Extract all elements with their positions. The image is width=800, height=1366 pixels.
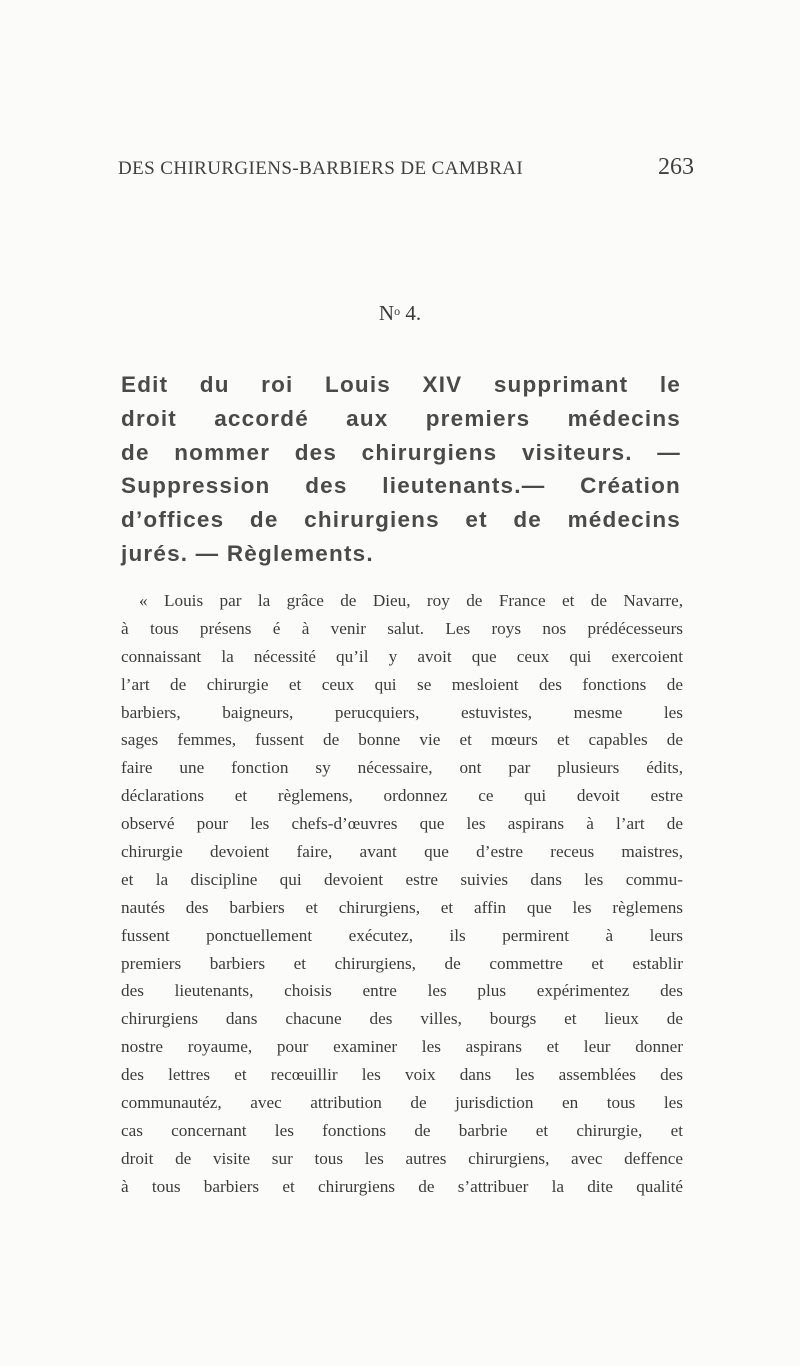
body-line: sages femmes, fussent de bonne vie et mœurs et capables de	[121, 730, 683, 750]
title-line: de nommer des chirurgiens visiteurs. —	[121, 439, 681, 465]
body-paragraph	[121, 587, 683, 1201]
body-line: à tous barbiers et chirurgiens de s’attribuer la dite qualité	[121, 1176, 683, 1196]
body-line: chirurgiens dans chacune des villes, bourgs et lieux de	[121, 1009, 683, 1029]
document-title	[121, 368, 681, 571]
body-line: premiers barbiers et chirurgiens, de commettre et establir	[121, 953, 683, 973]
body-line: connaissant la nécessité qu’il y avoit que ceux qui exercoient	[121, 646, 683, 666]
body-line: faire une fonction sy nécessaire, ont par plusieurs édits,	[121, 758, 683, 778]
body-line: des lettres et recœuillir les voix dans les assemblées des	[121, 1065, 683, 1085]
running-header	[118, 150, 694, 190]
body-line: chirurgie devoient faire, avant que d’estre receus maistres,	[121, 842, 683, 862]
page-number: 263	[658, 154, 694, 180]
running-title: DES CHIRURGIENS-BARBIERS DE CAMBRAI	[118, 158, 524, 179]
title-line: d’offices de chirurgiens et de médecins	[121, 507, 681, 533]
body-line: communautéz, avec attribution de jurisdiction en tous les	[121, 1093, 683, 1113]
body-line: à tous présens é à venir salut. Les roys nos prédécesseurs	[121, 618, 683, 638]
document-number-prefix: N	[378, 301, 395, 325]
title-line: Edit du roi Louis XIV supprimant le	[121, 372, 681, 397]
document-number-value: 4.	[400, 301, 422, 325]
body-line: nostre royaume, pour examiner les aspirans et leur donner	[121, 1037, 683, 1057]
title-line: jurés. — Règlements.	[121, 540, 374, 566]
title-line: Suppression des lieutenants.— Création	[121, 473, 681, 499]
body-line: et la discipline qui devoient estre suivies dans les commu-	[121, 869, 683, 889]
body-line: déclarations et règlemens, ordonnez ce qui devoit estre	[121, 786, 683, 806]
body-line: nautés des barbiers et chirurgiens, et affin que les règlemens	[121, 897, 683, 917]
body-line: fussent ponctuellement exécutez, ils permirent à leurs	[121, 925, 683, 945]
document-number-suffix: o	[394, 304, 401, 318]
body-line: cas concernant les fonctions de barbrie et chirurgie, et	[121, 1120, 683, 1140]
body-line: barbiers, baigneurs, perucquiers, estuvistes, mesme les	[121, 702, 683, 722]
body-line: observé pour les chefs-d’œuvres que les aspirans à l’art de	[121, 814, 683, 834]
document-number	[0, 301, 800, 326]
body-line: « Louis par la grâce de Dieu, roy de France et de Navarre,	[139, 591, 683, 610]
body-line: l’art de chirurgie et ceux qui se mesloient des fonctions de	[121, 674, 683, 694]
body-line: droit de visite sur tous les autres chirurgiens, avec deffence	[121, 1148, 683, 1168]
title-line: droit accordé aux premiers médecins	[121, 405, 681, 431]
body-line: des lieutenants, choisis entre les plus expérimentez des	[121, 981, 683, 1001]
